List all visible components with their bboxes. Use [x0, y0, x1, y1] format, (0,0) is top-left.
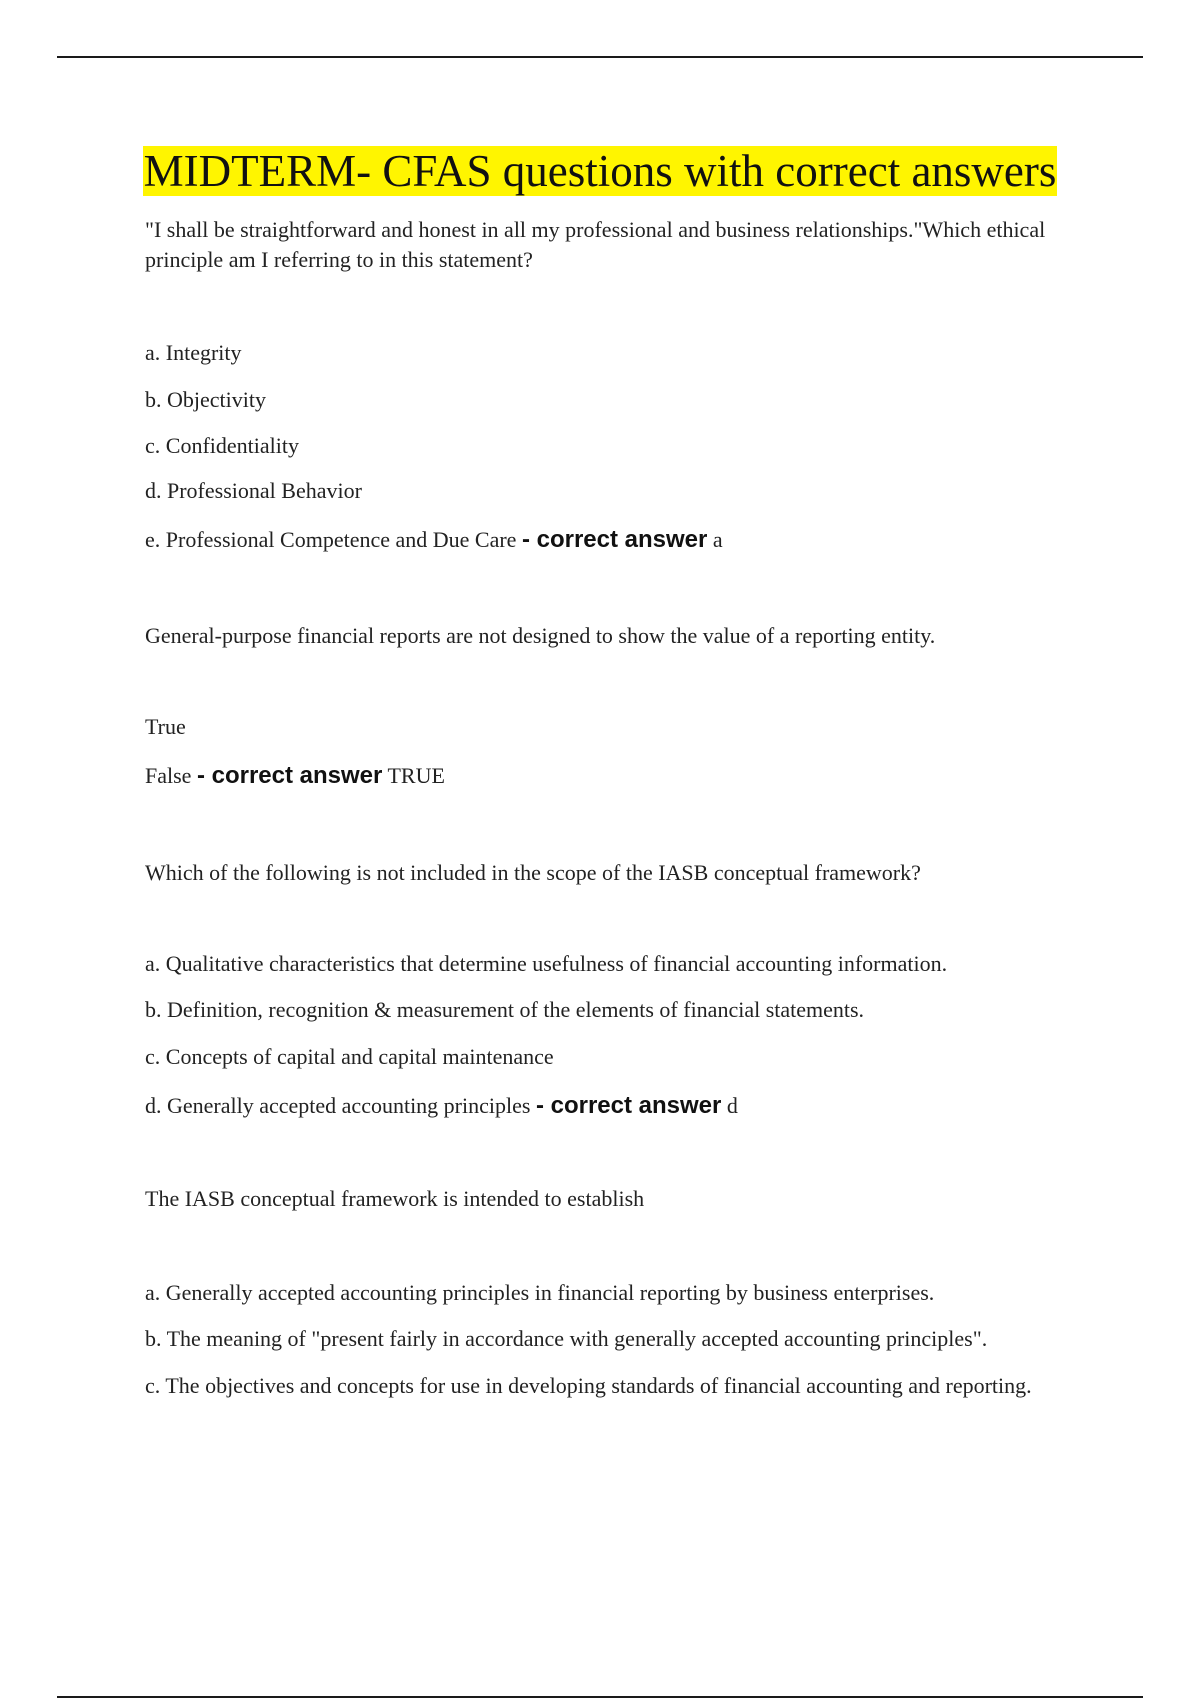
- option-text: False: [145, 763, 192, 788]
- answer-option: c. The objectives and concepts for use in developing standards of financial accounting and reporting.: [145, 1373, 1032, 1398]
- option-text: d. Generally accepted accounting principles: [145, 1093, 531, 1118]
- answer-option: b. Definition, recognition & measurement of the elements of financial statements.: [145, 997, 865, 1022]
- answer-option: c. Concepts of capital and capital maintenance: [145, 1044, 554, 1069]
- top-rule: [57, 56, 1143, 58]
- answer-option: a. Generally accepted accounting principles in financial reporting by business enterprises.: [145, 1280, 935, 1305]
- answer-option: b. The meaning of "present fairly in accordance with generally accepted accounting principles".: [145, 1326, 988, 1351]
- answer-option: d. Professional Behavior: [145, 478, 362, 503]
- question-prompt: "I shall be straightforward and honest in all my professional and business relationships."Which ethical principle am I referring to in this statement?: [145, 217, 1046, 272]
- bottom-rule: [57, 1696, 1143, 1698]
- question-prompt: Which of the following is not included in the scope of the IASB conceptual framework?: [145, 860, 921, 885]
- answer-option-with-key: [145, 1091, 738, 1121]
- answer-option: True: [145, 714, 186, 739]
- correct-answer-marker: - correct answer: [196, 762, 383, 789]
- title-container: [0, 146, 1200, 196]
- correct-answer-value: a: [712, 527, 723, 552]
- correct-answer-value: TRUE: [387, 763, 445, 788]
- answer-option-with-key: [145, 761, 445, 791]
- correct-answer-marker: - correct answer: [521, 526, 708, 553]
- answer-option: a. Integrity: [145, 340, 242, 365]
- option-text: e. Professional Competence and Due Care: [145, 527, 517, 552]
- answer-option: a. Qualitative characteristics that determine usefulness of financial accounting information.: [145, 951, 948, 976]
- question-prompt: General-purpose financial reports are not designed to show the value of a reporting entity.: [145, 623, 936, 648]
- answer-option: b. Objectivity: [145, 387, 266, 412]
- answer-option-with-key: [145, 525, 723, 555]
- answer-option: c. Confidentiality: [145, 433, 299, 458]
- question-prompt: The IASB conceptual framework is intended to establish: [145, 1186, 645, 1211]
- document-title: MIDTERM- CFAS questions with correct answers: [143, 146, 1057, 196]
- correct-answer-value: d: [726, 1093, 738, 1118]
- correct-answer-marker: - correct answer: [535, 1092, 722, 1119]
